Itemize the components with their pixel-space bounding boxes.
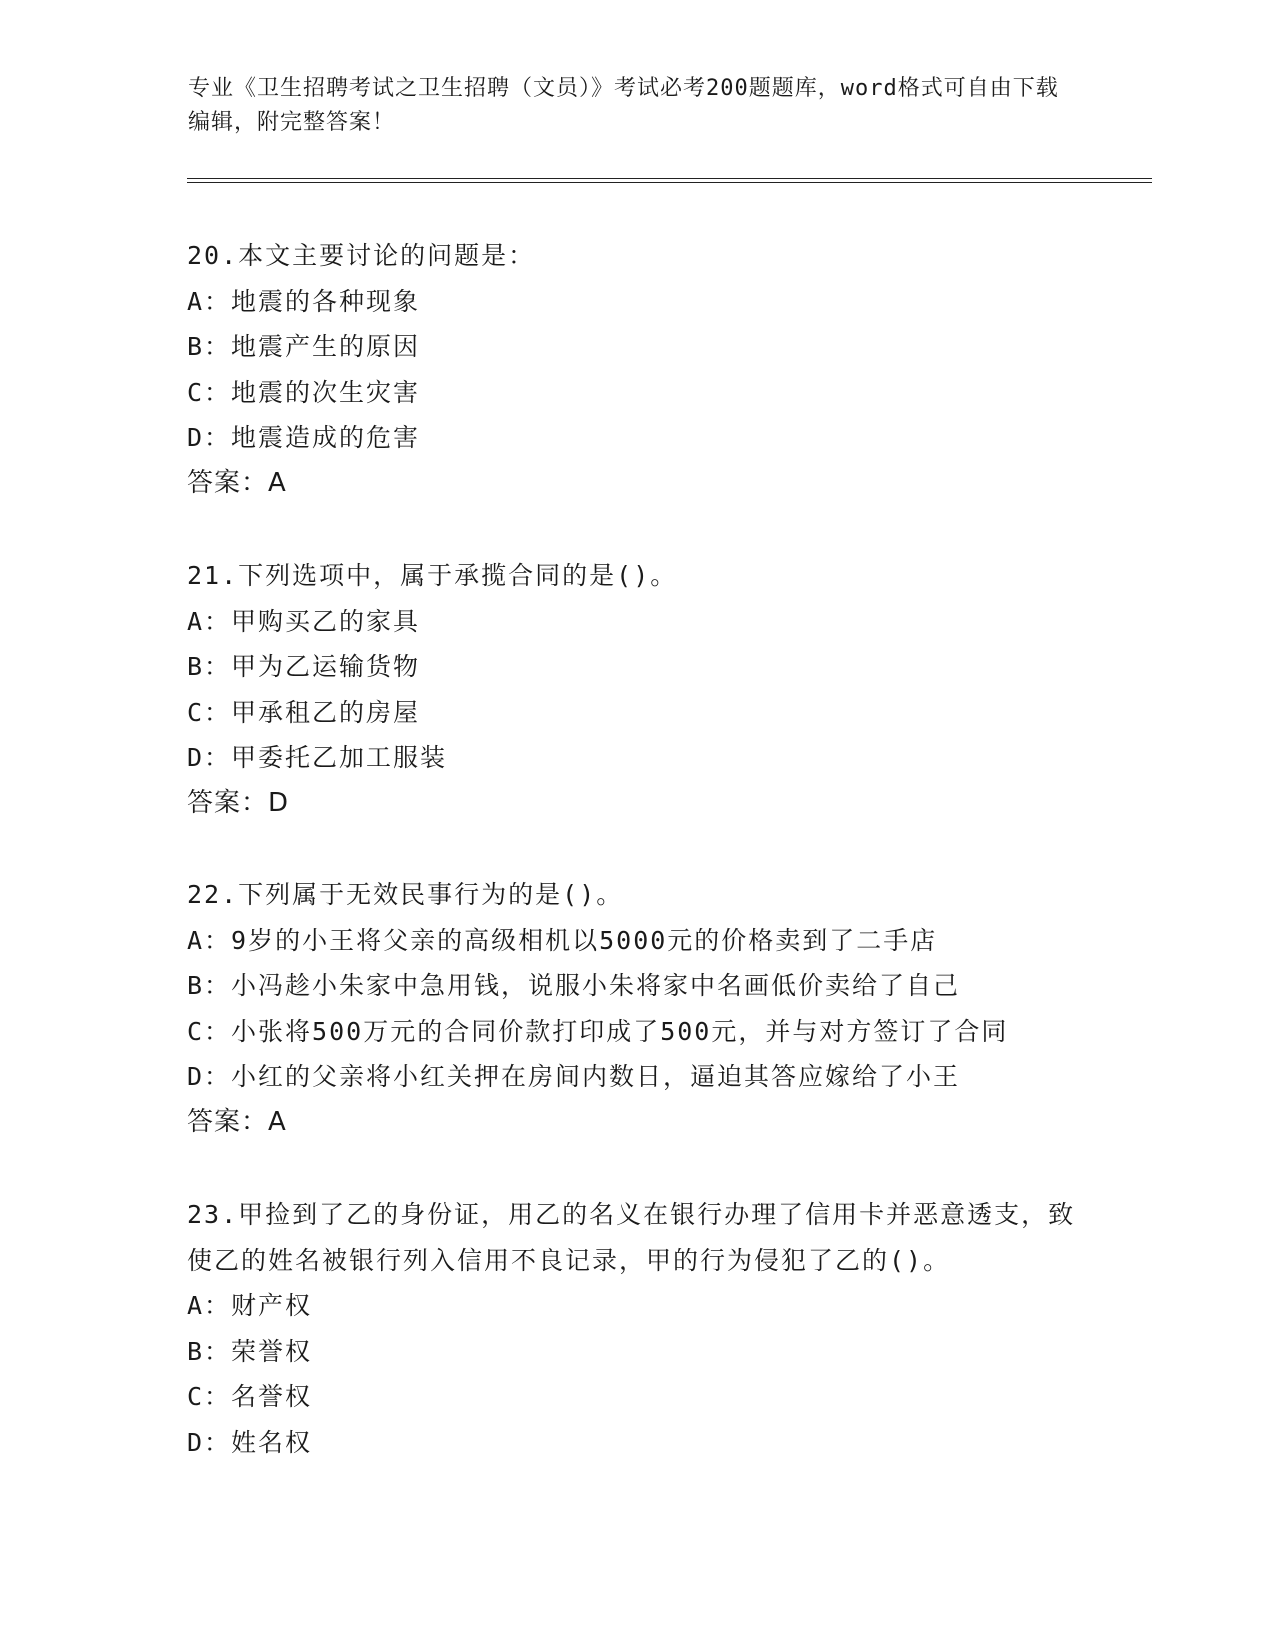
header-text: 专业《卫生招聘考试之卫生招聘（文员）》考试必考200题题库，word格式可自由下载编辑，附完整答案！ xyxy=(188,76,1059,135)
option-b: B：小冯趁小朱家中急用钱，说服小朱将家中名画低价卖给了自己 xyxy=(187,971,961,1000)
option-c: C：小张将500万元的合同价款打印成了500元，并与对方签订了合同 xyxy=(187,1016,1009,1046)
option-b: B：地震产生的原因 xyxy=(187,332,421,361)
question-stem: 20.本文主要讨论的问题是： xyxy=(187,241,536,270)
header-divider-top xyxy=(187,178,1152,179)
option-b: B：荣誉权 xyxy=(187,1336,313,1366)
question-20 xyxy=(187,233,1087,506)
option-a: A：地震的各种现象 xyxy=(187,286,421,316)
option-a: A：甲购买乙的家具 xyxy=(187,606,421,636)
document-header xyxy=(188,72,1068,140)
option-d: D：甲委托乙加工服装 xyxy=(187,743,448,772)
option-c: C：名誉权 xyxy=(187,1382,313,1411)
option-d: D：小红的父亲将小红关押在房间内数日，逼迫其答应嫁给了小王 xyxy=(187,1062,961,1091)
question-21 xyxy=(187,553,1087,826)
option-a: A：财产权 xyxy=(187,1291,313,1320)
question-stem: 22.下列属于无效民事行为的是()。 xyxy=(187,880,624,909)
question-23 xyxy=(187,1192,1087,1465)
option-c: C：地震的次生灾害 xyxy=(187,377,421,407)
header-divider-bottom xyxy=(187,182,1152,183)
question-stem: 21.下列选项中，属于承揽合同的是()。 xyxy=(187,561,678,590)
question-stem: 23.甲捡到了乙的身份证，用乙的名义在银行办理了信用卡并恶意透支，致使乙的姓名被银行列入信用不良记录，甲的行为侵犯了乙的()。 xyxy=(187,1200,1076,1275)
answer: 答案：D xyxy=(187,787,290,818)
answer: 答案：A xyxy=(187,1106,287,1137)
option-b: B：甲为乙运输货物 xyxy=(187,652,421,681)
option-c: C：甲承租乙的房屋 xyxy=(187,697,421,727)
option-d: D：姓名权 xyxy=(187,1427,313,1457)
option-a: A：9岁的小王将父亲的高级相机以5000元的价格卖到了二手店 xyxy=(187,925,938,955)
answer: 答案：A xyxy=(187,467,287,498)
question-22 xyxy=(187,872,1087,1145)
option-d: D：地震造成的危害 xyxy=(187,423,421,452)
